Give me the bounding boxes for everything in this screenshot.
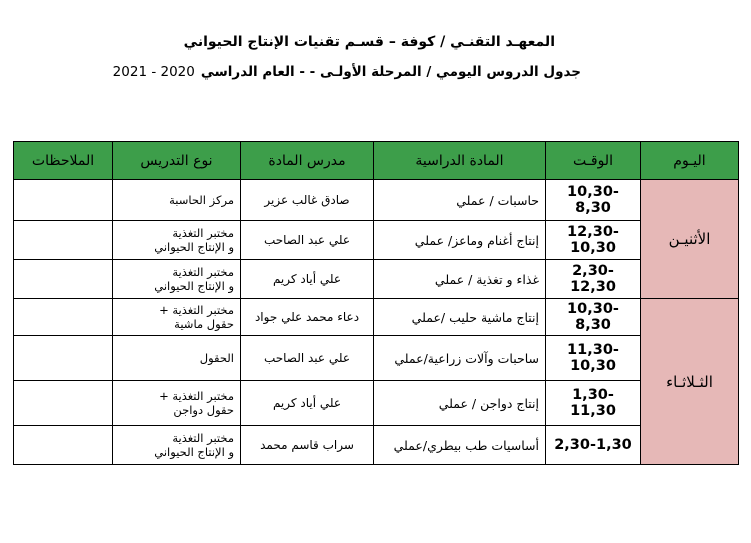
teacher-cell: سراب قاسم محمد — [241, 426, 374, 465]
table-row — [14, 299, 739, 336]
time-cell: 11,30-10,30 — [546, 336, 641, 381]
table-row — [14, 426, 739, 465]
column-header-teacher: مدرس المادة — [241, 142, 374, 180]
document-subtitle — [113, 64, 581, 80]
type-cell: مختبر التغذية و الإنتاج الحيواني — [113, 260, 241, 299]
teacher-cell: علي عبد الصاحب — [241, 336, 374, 381]
column-header-subject: المادة الدراسية — [374, 142, 546, 180]
subject-cell: إنتاج دواجن / عملي — [374, 381, 546, 426]
time-cell: 2,30-1,30 — [546, 426, 641, 465]
schedule-table — [13, 141, 739, 465]
notes-cell — [14, 221, 113, 260]
subject-cell: إنتاج ماشية حليب /عملي — [374, 299, 546, 336]
teacher-cell: دعاء محمد علي جواد — [241, 299, 374, 336]
type-cell: مختبر التغذية + حقول دواجن — [113, 381, 241, 426]
subject-cell: غذاء و تغذية / عملي — [374, 260, 546, 299]
type-cell: الحقول — [113, 336, 241, 381]
time-cell: 12,30-10,30 — [546, 221, 641, 260]
notes-cell — [14, 381, 113, 426]
type-cell: مختبر التغذية + حقول ماشية — [113, 299, 241, 336]
table-row — [14, 221, 739, 260]
time-cell: 10,30-8,30 — [546, 180, 641, 221]
column-header-day: اليـوم — [641, 142, 739, 180]
notes-cell — [14, 426, 113, 465]
notes-cell — [14, 180, 113, 221]
day-cell-tuesday: الثـلاثـاء — [641, 299, 739, 465]
teacher-cell: صادق غالب عزير — [241, 180, 374, 221]
type-cell: مختبر التغذية و الإنتاج الحيواني — [113, 221, 241, 260]
column-header-notes: الملاحظات — [14, 142, 113, 180]
time-cell: 2,30-12,30 — [546, 260, 641, 299]
subtitle-text: جدول الدروس اليومي / المرحلة الأولـى - - العام الدراسي — [200, 64, 581, 80]
subject-cell: أساسيات طب بيطري/عملي — [374, 426, 546, 465]
column-header-type: نوع التدريس — [113, 142, 241, 180]
subject-cell: ساحبات وآلات زراعية/عملي — [374, 336, 546, 381]
table-row — [14, 260, 739, 299]
column-header-time: الوقـت — [546, 142, 641, 180]
type-cell: مختبر التغذية و الإنتاج الحيواني — [113, 426, 241, 465]
time-cell: 10,30-8,30 — [546, 299, 641, 336]
notes-cell — [14, 336, 113, 381]
day-cell-monday: الأثنيـن — [641, 180, 739, 299]
subject-cell: إنتاج أغنام وماعز/ عملي — [374, 221, 546, 260]
type-cell: مركز الحاسبة — [113, 180, 241, 221]
teacher-cell: علي أياد كريم — [241, 260, 374, 299]
subject-cell: حاسبات / عملي — [374, 180, 546, 221]
teacher-cell: علي عبد الصاحب — [241, 221, 374, 260]
table-row — [14, 336, 739, 381]
table-row — [14, 180, 739, 221]
table-header-row — [14, 142, 739, 180]
document-title: المعهـد التقنـي / كوفة – قسـم تقنيات الإنتاج الحيواني — [183, 34, 555, 50]
time-cell: 1,30-11,30 — [546, 381, 641, 426]
teacher-cell: علي أياد كريم — [241, 381, 374, 426]
notes-cell — [14, 260, 113, 299]
table-row — [14, 381, 739, 426]
notes-cell — [14, 299, 113, 336]
academic-year: 2020 - 2021 — [112, 64, 195, 80]
